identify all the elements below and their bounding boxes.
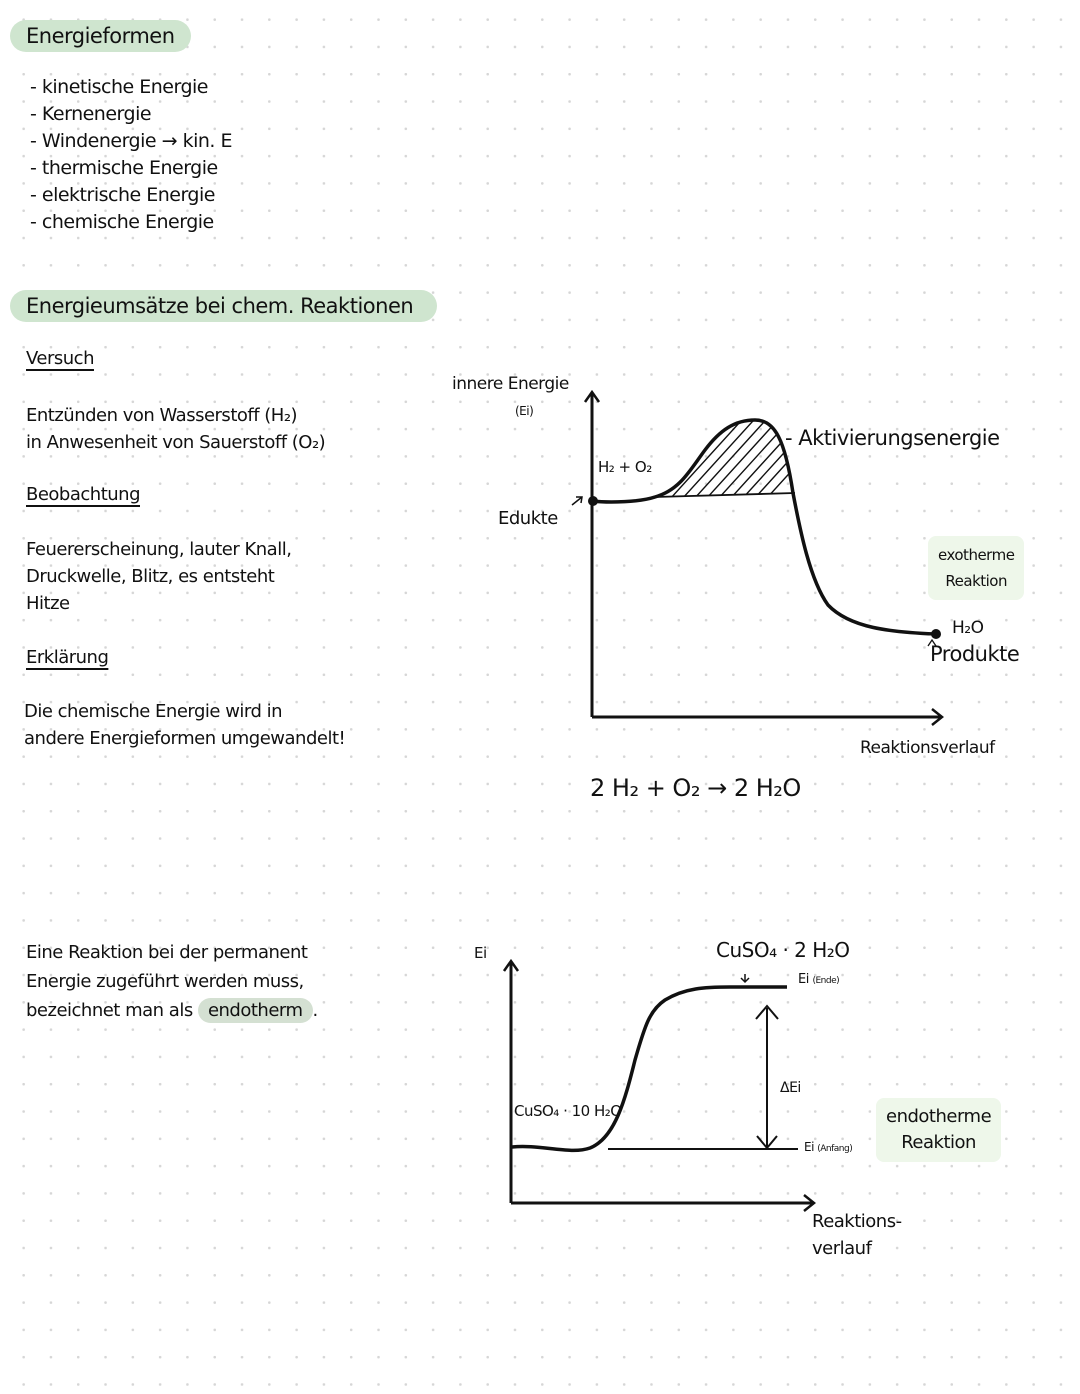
heading-beobachtung: Beobachtung xyxy=(26,484,140,505)
activation-energy-label: - Aktivierungsenergie xyxy=(785,426,1000,450)
end-formula: CuSO₄ · 2 H₂O xyxy=(716,938,850,962)
list-item: - thermische Energie xyxy=(30,157,218,179)
delta-label: ΔEi xyxy=(780,1080,801,1096)
text-line: Energie zugeführt werden muss, xyxy=(26,971,304,992)
list-item: - chemische Energie xyxy=(30,211,214,233)
y-axis-label: innere Energie xyxy=(452,374,569,394)
text-line: Entzünden von Wasserstoff (H₂) xyxy=(26,405,298,426)
section-title-energieumsaetze: Energieumsätze bei chem. Reaktionen xyxy=(10,290,437,322)
list-item: - kinetische Energie xyxy=(30,76,208,98)
x-axis-label: Reaktions- verlauf xyxy=(812,1211,902,1259)
heading-versuch: Versuch xyxy=(26,348,94,369)
text-line: bezeichnet man als endotherm . xyxy=(26,1000,318,1021)
section-title-energieformen: Energieformen xyxy=(10,20,191,52)
text-line: Druckwelle, Blitz, es entsteht xyxy=(26,566,275,587)
endothermic-reaction-label: endotherme Reaktion xyxy=(876,1098,1001,1162)
products-label: Produkte xyxy=(930,642,1020,666)
products-formula: H₂O xyxy=(952,618,984,638)
y-axis-sublabel: (Ei) xyxy=(515,404,534,418)
text-line: in Anwesenheit von Sauerstoff (O₂) xyxy=(26,432,326,453)
start-level-label: Ei (Anfang) xyxy=(804,1140,853,1154)
exothermic-reaction-label: exotherme Reaktion xyxy=(928,536,1024,600)
reaction-curve xyxy=(512,987,787,1150)
end-level-label: Ei (Ende) xyxy=(798,972,840,987)
reactants-label: Edukte xyxy=(498,508,558,529)
list-item: - elektrische Energie xyxy=(30,184,215,206)
text-line: Eine Reaktion bei der permanent xyxy=(26,942,308,963)
text-line: andere Energieformen umgewandelt! xyxy=(24,728,346,749)
text-line: Feuererscheinung, lauter Knall, xyxy=(26,539,292,560)
endotherm-highlight: endotherm xyxy=(198,998,313,1023)
reactants-formula: H₂ + O₂ xyxy=(598,458,652,476)
text-line: Hitze xyxy=(26,593,70,614)
reaction-equation: 2 H₂ + O₂ → 2 H₂O xyxy=(590,774,801,802)
list-item: - Kernenergie xyxy=(30,103,152,125)
list-item: - Windenergie → kin. E xyxy=(30,130,232,152)
x-axis-label: Reaktionsverlauf xyxy=(860,738,995,758)
heading-erklaerung: Erklärung xyxy=(26,647,109,668)
text-line: Die chemische Energie wird in xyxy=(24,701,283,722)
y-axis-label: Ei xyxy=(474,944,487,962)
start-formula: CuSO₄ · 10 H₂O xyxy=(514,1102,622,1120)
